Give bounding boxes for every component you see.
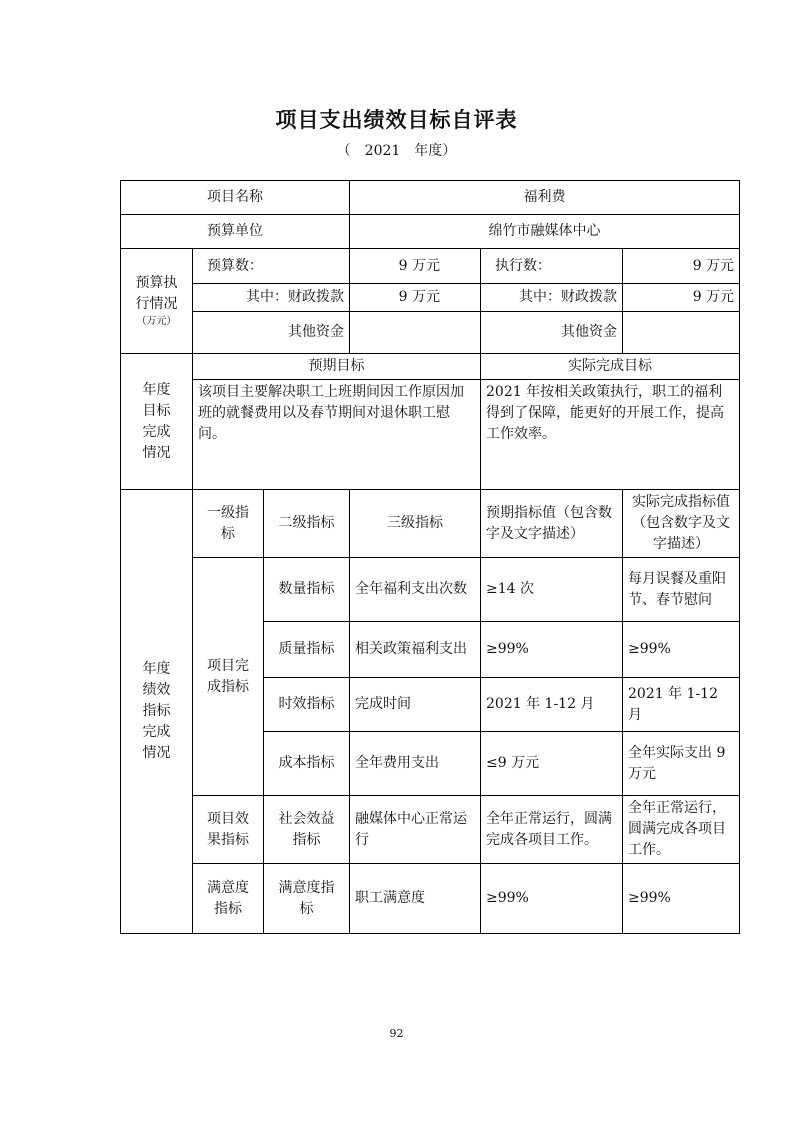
- annual-goal-text-row: [121, 380, 740, 490]
- level2-cell: 质量指标: [264, 622, 350, 678]
- budget-amount-value: 9 万元: [350, 249, 481, 284]
- budget-fiscal-value: 9 万元: [350, 284, 481, 312]
- actual-goal-header: 实际完成目标: [481, 354, 740, 380]
- actual-value-header: 实际完成指标值（包含数字及文字描述）: [623, 490, 740, 558]
- level1-header: 一级指标: [193, 490, 264, 558]
- budget-section-label: [121, 249, 193, 354]
- fiscal-row: [121, 284, 740, 312]
- indicator-header-row: [121, 490, 740, 558]
- exec-fiscal-value: 9 万元: [623, 284, 740, 312]
- year-subtitle: （ 2021 年度）: [336, 143, 457, 159]
- expected-cell: ≥99%: [481, 622, 623, 678]
- expected-goal-header: 预期目标: [193, 354, 481, 380]
- exec-amount-label: 执行数：: [481, 249, 623, 284]
- budget-unit-note: （万元）: [136, 316, 177, 327]
- page-title: 项目支出绩效目标自评表: [275, 108, 518, 132]
- level2-cell: 满意度指标: [264, 864, 350, 934]
- project-name-row: [121, 181, 740, 215]
- level3-cell: 全年费用支出: [350, 732, 481, 796]
- project-name-value: 福利费: [350, 181, 740, 215]
- annual-goal-section-label: 年度目标完成情况: [121, 354, 193, 490]
- actual-cell: 2021 年 1-12 月: [623, 678, 740, 732]
- level3-cell: 融媒体中心正常运行: [350, 796, 481, 864]
- actual-cell: ≥99%: [623, 622, 740, 678]
- budget-unit-row: [121, 215, 740, 249]
- budget-amount-row: [121, 249, 740, 284]
- expected-cell: 2021 年 1-12 月: [481, 678, 623, 732]
- budget-amount-label: 预算数：: [193, 249, 350, 284]
- indicator-section-label: 年度绩效指标完成情况: [121, 490, 193, 934]
- level1-completion: 项目完成指标: [193, 558, 264, 796]
- actual-cell: 每月误餐及重阳节、春节慰问: [623, 558, 740, 622]
- expected-goal-text: 该项目主要解决职工上班期间因工作原因加班的就餐费用以及春节期间对退休职工慰问。: [193, 380, 481, 490]
- project-name-label: 项目名称: [121, 181, 350, 215]
- actual-goal-text: 2021 年按相关政策执行，职工的福利得到了保障，能更好的开展工作，提高工作效率。: [481, 380, 740, 490]
- level2-cell: 成本指标: [264, 732, 350, 796]
- table-row: [121, 864, 740, 934]
- level3-cell: 全年福利支出次数: [350, 558, 481, 622]
- expected-cell: ≥14 次: [481, 558, 623, 622]
- table-row: [121, 796, 740, 864]
- other-funds-row: [121, 312, 740, 354]
- budget-fiscal-label: 其中：财政拨款: [193, 284, 350, 312]
- level2-cell: 社会效益指标: [264, 796, 350, 864]
- level3-header: 三级指标: [350, 490, 481, 558]
- level3-cell: 完成时间: [350, 678, 481, 732]
- expected-value-header: 预期指标值（包含数字及文字描述）: [481, 490, 623, 558]
- exec-fiscal-label: 其中：财政拨款: [481, 284, 623, 312]
- budget-unit-label: 预算单位: [121, 215, 350, 249]
- exec-amount-value: 9 万元: [623, 249, 740, 284]
- budget-unit-value: 绵竹市融媒体中心: [350, 215, 740, 249]
- budget-section-text: 预算执行情况: [135, 275, 178, 312]
- level3-cell: 职工满意度: [350, 864, 481, 934]
- annual-goal-header-row: [121, 354, 740, 380]
- exec-other-value: [623, 312, 740, 354]
- budget-other-value: [350, 312, 481, 354]
- level2-header: 二级指标: [264, 490, 350, 558]
- evaluation-table: [120, 180, 740, 934]
- level1-effect: 项目效果指标: [193, 796, 264, 864]
- expected-cell: 全年正常运行，圆满完成各项目工作。: [481, 796, 623, 864]
- budget-other-label: 其他资金: [193, 312, 350, 354]
- level1-satisfaction: 满意度指标: [193, 864, 264, 934]
- table-row: [121, 558, 740, 622]
- expected-cell: ≥99%: [481, 864, 623, 934]
- page-number: 92: [389, 1027, 404, 1040]
- exec-other-label: 其他资金: [481, 312, 623, 354]
- expected-cell: ≤9 万元: [481, 732, 623, 796]
- level2-cell: 时效指标: [264, 678, 350, 732]
- level2-cell: 数量指标: [264, 558, 350, 622]
- actual-cell: 全年正常运行，圆满完成各项目工作。: [623, 796, 740, 864]
- actual-cell: 全年实际支出 9 万元: [623, 732, 740, 796]
- level3-cell: 相关政策福利支出: [350, 622, 481, 678]
- actual-cell: ≥99%: [623, 864, 740, 934]
